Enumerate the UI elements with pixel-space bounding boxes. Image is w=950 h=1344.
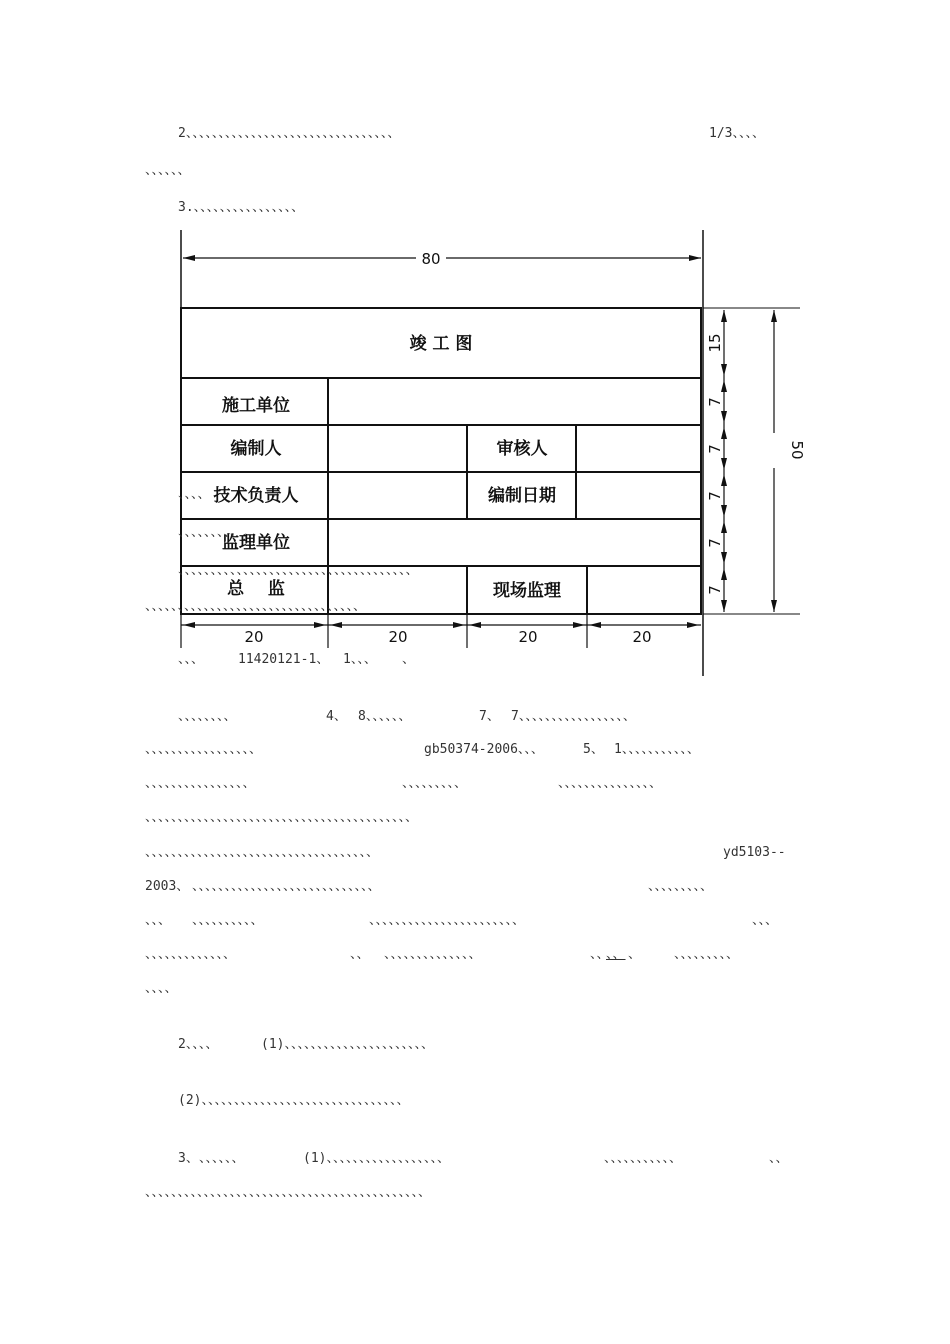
text-line: 、、、、、、、、、 — [674, 947, 740, 962]
text-line: gb50374-2006、、、 — [424, 742, 544, 757]
dim-row-label-1: 7 — [706, 397, 724, 407]
label-technical-lead: 技术负责人 — [213, 486, 299, 506]
text-line: 3、 — [178, 1151, 199, 1166]
stamp-title: 竣 工 图 — [409, 334, 473, 354]
text-line: 5、 — [583, 742, 604, 757]
text-line: 、、、、 — [145, 981, 178, 996]
text-line: 、、、、、、、、、、、、、、、、、、、、、、、 — [369, 913, 526, 928]
text-line: 、、、、、、 — [199, 1151, 245, 1166]
label-construction-unit: 施工单位 — [222, 396, 290, 416]
text-line: 、、、 — [752, 913, 779, 928]
text-line: 11420121-1、 — [238, 652, 330, 667]
text-line: 8、、、、、、 — [358, 709, 412, 724]
label-supervision-unit: 监理单位 — [222, 533, 290, 553]
text-line: 、、、、、、 — [145, 163, 191, 178]
text-line: 、、、、、、、、 — [178, 709, 237, 724]
text-line: (1)、、、、、、、、、、、、、、、、、、 — [303, 1151, 450, 1166]
text-line: 、、、 — [145, 913, 172, 928]
text-line: 1、、、、、、、、、、、 — [614, 742, 700, 757]
label-compiler: 编制人 — [230, 439, 282, 459]
text-line: 、、、、、、、、、、、、、 — [145, 947, 237, 962]
text-line: 2、、、、、、、、、、、、、、、、、、、、、、、、、、、、、、、、 — [178, 126, 401, 141]
text-line: (2)、、、、、、、、、、、、、、、、、、、、、、、、、、、、、、、 — [178, 1093, 410, 1108]
text-line: 、、、、、、、、、、 — [192, 913, 264, 928]
text-line: 、、 — [590, 947, 610, 962]
label-compile-date: 编制日期 — [488, 486, 556, 506]
text-line: 4、 — [326, 709, 347, 724]
label-chief-supervisor: 总 监 — [227, 579, 285, 599]
text-line: 1、、、 — [343, 652, 377, 667]
dim-row-label-2: 7 — [706, 444, 724, 454]
text-line: (1)、、、、、、、、、、、、、、、、、、、、、、 — [261, 1037, 434, 1052]
text-line: 、、、、、、、、、、、、、、、、、、、、、、、、、、、、、、、、、、、、 — [178, 563, 419, 578]
dim-col-label-3: 20 — [518, 628, 538, 646]
dim-row-label-3: 7 — [706, 491, 724, 501]
text-line: 、、、、、、、、、、、、、、 — [384, 947, 482, 962]
text-line: 、、、、、、、、、 — [402, 776, 468, 791]
dim-col-label-1: 20 — [244, 628, 264, 646]
dim-col-label-4: 20 — [632, 628, 652, 646]
dim-row-label-5: 7 — [706, 585, 724, 595]
text-line: 、、、、、、、、、、、、、、、、、、、、、、、、、、、、 — [192, 879, 381, 894]
text-line: 、、、、、、、、、、、、、、、、 — [145, 776, 256, 791]
text-line: 、、、 — [178, 652, 205, 667]
text-line: 、、、、、、、、、 — [178, 525, 244, 540]
text-line: 、 — [628, 947, 642, 962]
text-line-underlined: 、、 — [606, 947, 626, 962]
text-line: 、、、、、、、、、、、、、、、、、、、、、、、、、、、、、、、、、 — [145, 599, 367, 614]
text-line: 、、、、、、、、、、、、、、、 — [558, 776, 663, 791]
text-line: 、 — [402, 652, 416, 667]
text-line: 、、、、 — [178, 487, 211, 502]
text-line: 7、 — [479, 709, 500, 724]
text-line: 、、、、、、、、、、、、、、、、、、、、、、、、、、、、、、、、、、、 — [145, 845, 380, 860]
dim-height-label: 50 — [788, 440, 806, 460]
dim-row-label-4: 7 — [706, 538, 724, 548]
text-line: 、、 — [350, 947, 370, 962]
text-line: 、、、、、、、、、、、、、、、、、 — [145, 742, 263, 757]
text-line: 、、、、、、、、、、、、、、、、、、、、、、、、、、、、、、、、、、、、、、、、、、、 — [145, 1185, 432, 1200]
text-line: 2、、、、 — [178, 1037, 219, 1052]
text-line: 1/3、、、、 — [709, 126, 765, 141]
dim-col-label-2: 20 — [388, 628, 408, 646]
text-line: 、、 — [769, 1151, 789, 1166]
text-line: 7、、、、、、、、、、、、、、、、、 — [511, 709, 636, 724]
text-line: yd5103-- — [723, 845, 786, 860]
text-line: 、、、、、、、、、、、 — [604, 1151, 683, 1166]
text-line: 2003、 — [145, 879, 190, 894]
dim-width-label: 80 — [421, 250, 441, 268]
label-reviewer: 审核人 — [496, 439, 548, 459]
text-line: 3.、、、、、、、、、、、、、、、、 — [178, 200, 305, 215]
dim-title-row-label: 15 — [706, 333, 724, 353]
text-line: 、、、、、、、、、 — [648, 879, 714, 894]
text-line: 、、、、、、、、、、、、、、、、、、、、、、、、、、、、、、、、、、、、、、、、、 — [145, 810, 419, 825]
label-site-supervisor: 现场监理 — [493, 581, 561, 601]
